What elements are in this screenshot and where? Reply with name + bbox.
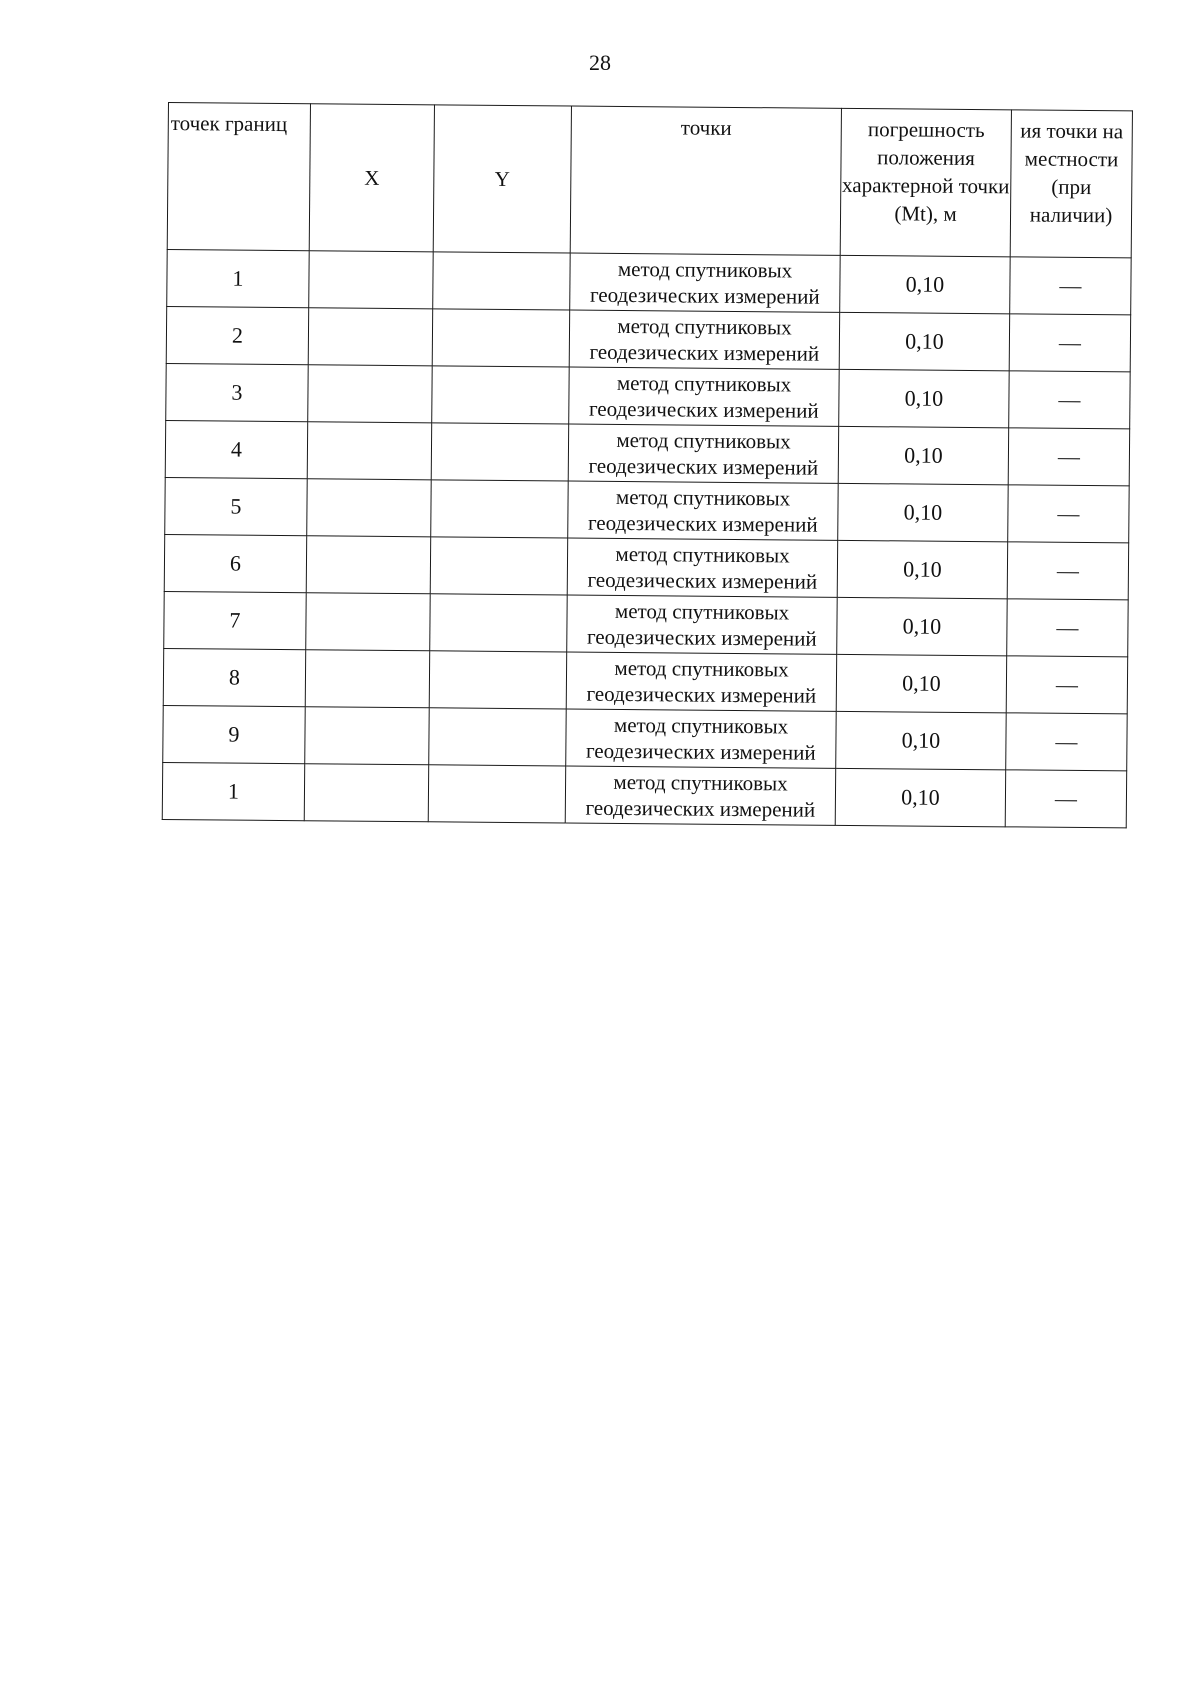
method-cell	[565, 766, 835, 825]
table-row	[166, 306, 1130, 371]
description-cell: —	[1007, 542, 1128, 600]
description-cell: —	[1007, 599, 1128, 657]
y-coordinate-cell	[429, 651, 566, 709]
method-line-1: метод спутниковых	[613, 712, 789, 739]
method-cell	[566, 652, 836, 711]
header-method: точки	[570, 106, 841, 255]
accuracy-cell: 0,10	[838, 483, 1008, 541]
y-coordinate-cell	[432, 309, 569, 367]
point-number-cell: 4	[165, 420, 307, 478]
description-cell: —	[1009, 314, 1130, 372]
method-line-1: метод спутниковых	[614, 655, 789, 682]
method-cell	[567, 595, 837, 654]
table-row	[162, 762, 1126, 827]
point-number-cell: 5	[165, 477, 307, 535]
method-line-1: метод спутниковых	[613, 769, 788, 796]
method-line-1: метод спутниковых	[617, 256, 793, 283]
method-cell	[566, 709, 836, 768]
method-line-2: геодезических измерений	[588, 396, 819, 423]
method-cell	[568, 481, 838, 540]
point-number-cell: 9	[163, 705, 305, 763]
description-cell: —	[1009, 371, 1130, 429]
y-coordinate-cell	[431, 480, 568, 538]
point-number-cell: 1	[162, 762, 304, 820]
method-cell	[568, 424, 838, 483]
description-cell: —	[1006, 713, 1127, 771]
method-cell	[569, 310, 839, 369]
method-line-1: метод спутниковых	[616, 370, 792, 397]
x-coordinate-cell	[308, 365, 432, 423]
page-number: 28	[589, 50, 611, 75]
method-line-2: геодезических измерений	[588, 453, 819, 480]
method-line-2: геодезических измерений	[585, 795, 816, 822]
y-coordinate-cell	[430, 594, 567, 652]
accuracy-cell: 0,10	[837, 540, 1007, 598]
method-line-1: метод спутниковых	[616, 427, 791, 454]
x-coordinate-cell	[308, 308, 432, 366]
y-coordinate-cell	[430, 537, 567, 595]
method-line-1: метод спутниковых	[615, 484, 791, 511]
table-row	[165, 420, 1129, 485]
accuracy-cell: 0,10	[839, 369, 1009, 427]
table-row	[166, 363, 1130, 428]
header-point-number: точек границ	[167, 103, 310, 251]
x-coordinate-cell	[305, 650, 429, 708]
header-description: ия точки на местности (при наличии)	[1010, 110, 1132, 258]
description-cell: —	[1006, 656, 1127, 714]
method-line-1: метод спутниковых	[615, 541, 790, 568]
x-coordinate-cell	[307, 422, 431, 480]
method-line-2: геодезических измерений	[585, 738, 816, 765]
point-number-cell: 2	[166, 306, 308, 364]
method-line-2: геодезических измерений	[586, 624, 817, 651]
point-number-cell: 3	[166, 363, 308, 421]
accuracy-cell: 0,10	[838, 426, 1008, 484]
header-y: Y	[433, 105, 571, 253]
accuracy-cell: 0,10	[839, 312, 1009, 370]
table-row	[167, 249, 1131, 314]
table-row	[164, 591, 1128, 656]
x-coordinate-cell	[307, 479, 431, 537]
point-number-cell: 6	[164, 534, 306, 592]
description-cell: —	[1008, 485, 1129, 543]
description-cell: —	[1008, 428, 1129, 486]
accuracy-cell: 0,10	[840, 255, 1010, 313]
description-cell: —	[1005, 770, 1126, 828]
table-row	[163, 705, 1127, 770]
accuracy-cell: 0,10	[835, 768, 1005, 826]
y-coordinate-cell	[433, 252, 570, 310]
table-row	[165, 477, 1129, 542]
y-coordinate-cell	[431, 423, 568, 481]
x-coordinate-cell	[309, 251, 433, 309]
accuracy-cell: 0,10	[836, 711, 1006, 769]
point-number-cell: 7	[164, 591, 306, 649]
method-cell	[567, 538, 837, 597]
y-coordinate-cell	[428, 765, 565, 823]
header-accuracy: погрешность положения характерной точки (Mt), м	[840, 108, 1011, 256]
accuracy-cell: 0,10	[836, 654, 1006, 712]
x-coordinate-cell	[304, 764, 428, 822]
table-header-row	[167, 103, 1132, 258]
method-line-2: геодезических измерений	[589, 339, 820, 366]
accuracy-cell: 0,10	[837, 597, 1007, 655]
x-coordinate-cell	[305, 707, 429, 765]
method-cell	[569, 367, 839, 426]
table-row	[164, 534, 1128, 599]
method-line-2: геодезических измерений	[587, 567, 818, 594]
method-line-2: геодезических измерений	[589, 282, 820, 309]
method-line-1: метод спутниковых	[614, 598, 790, 625]
method-line-2: геодезических измерений	[586, 681, 817, 708]
table-row	[163, 648, 1127, 713]
method-cell	[570, 253, 840, 312]
y-coordinate-cell	[432, 366, 569, 424]
boundary-points-table	[162, 102, 1133, 828]
description-cell: —	[1010, 257, 1131, 315]
method-line-2: геодезических измерений	[587, 510, 818, 537]
x-coordinate-cell	[306, 593, 430, 651]
point-number-cell: 8	[163, 648, 305, 706]
method-line-1: метод спутниковых	[617, 313, 792, 340]
point-number-cell: 1	[167, 249, 309, 307]
x-coordinate-cell	[306, 536, 430, 594]
header-x: X	[309, 104, 434, 252]
y-coordinate-cell	[429, 708, 566, 766]
table-body	[162, 249, 1131, 827]
